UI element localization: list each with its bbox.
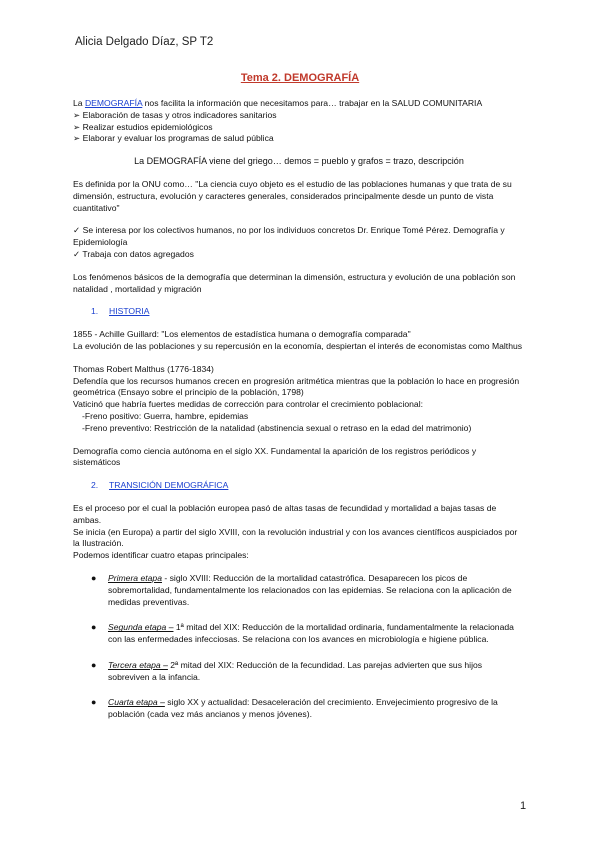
list-item	[73, 622, 525, 646]
demografia-link[interactable]: DEMOGRAFÍA	[84, 98, 143, 108]
etapa-text: siglo XX y actualidad: Desaceleración del crecimiento. Envejecimiento progresivo de la población (cada vez más ancianos y menos jóvenes).	[108, 697, 498, 720]
intro-prefix: La	[73, 98, 85, 108]
transicion-inicio: Se inicia (en Europa) a partir del siglo XVIII, con la revolución industrial y con los avances científicos auspiciados por la Ilustración.	[73, 526, 518, 549]
phenomena-paragraph: Los fenómenos básicos de la demografía que determinan la dimensión, estructura y evolución de una población son natalidad , mortalidad y migración	[73, 271, 516, 294]
section-heading-historia[interactable]	[91, 306, 525, 318]
check-item: ✓ Se interesa por los colectivos humanos, no por los individuos concretos Dr. Enrique Tomé Pérez. Demografía y Epidemiología	[73, 225, 505, 248]
section-heading-transicion[interactable]	[91, 480, 525, 492]
etapa-text: 1ª mitad del XIX: Reducción de la mortalidad ordinaria, fundamentalmente la relacionada con las enfermedades infecciosas. Se relaciona con los avances en microbiología e higiene pública.	[108, 622, 514, 645]
etapa-label: Primera etapa	[108, 572, 162, 583]
document-body	[73, 98, 525, 735]
etapas-list	[73, 573, 525, 721]
malthus-paragraph: Defendía que los recursos humanos crecen en progresión aritmética mientras que la población lo hace en progresión geométrica (Ensayo sobre el principio de la población, 1798)	[73, 375, 520, 398]
document-header: Alicia Delgado Díaz, SP T2	[75, 36, 214, 48]
etapa-label: Segunda etapa –	[108, 622, 174, 633]
section-number: 1.	[91, 306, 99, 317]
bullet-dot-icon: ●	[91, 659, 97, 670]
section-title[interactable]: TRANSICIÓN DEMOGRÁFICA	[109, 480, 229, 491]
etapa-label: Tercera etapa –	[108, 659, 168, 670]
list-item	[73, 697, 525, 721]
page-number: 1	[520, 800, 527, 812]
transicion-definicion: Es el proceso por el cual la población europea pasó de altas tasas de fecundidad y mortalidad a bajas tasas de ambas.	[73, 502, 497, 525]
bullet-dot-icon: ●	[91, 572, 97, 583]
intro-suffix: nos facilita la información que necesitamos para… trabajar en la SALUD COMUNITARIA	[142, 98, 483, 108]
intro-bullet: ➢ Realizar estudios epidemiológicos	[73, 121, 213, 132]
bullet-dot-icon: ●	[91, 622, 97, 633]
etapa-text: 2ª mitad del XIX: Reducción de la fecundidad. Las parejas advierten que sus hijos sobreviven a la infancia.	[108, 659, 483, 682]
list-item	[73, 660, 525, 684]
guillard-line: 1855 - Achille Guillard: "Los elementos de estadística humana o demografía comparada"	[73, 329, 411, 340]
freno-item: -Freno positivo: Guerra, hambre, epidemias	[82, 410, 249, 421]
evolucion-paragraph: La evolución de las poblaciones y su repercusión en la economía, despiertan el interés de economistas como Malthus	[73, 340, 523, 351]
intro-bullet: ➢ Elaboración de tasas y otros indicadores sanitarios	[73, 109, 277, 120]
freno-item: -Freno preventivo: Restricción de la natalidad (abstinencia sexual o retraso en la edad del matrimonio)	[82, 422, 472, 433]
autonoma-paragraph: Demografía como ciencia autónoma en el siglo XX. Fundamental la aparición de los registros periódicos y sistemáticos	[73, 445, 477, 468]
etymology-line: La DEMOGRAFÍA viene del griego… demos = pueblo y grafos = trazo, descripción	[134, 156, 464, 167]
check-item: ✓ Trabaja con datos agregados	[73, 248, 194, 259]
list-item	[73, 573, 525, 608]
section-number: 2.	[91, 480, 99, 491]
intro-bullet: ➢ Elaborar y evaluar los programas de salud pública	[73, 133, 274, 144]
etapa-label: Cuarta etapa –	[108, 697, 165, 708]
section-title[interactable]: HISTORIA	[109, 306, 150, 317]
definition-paragraph: Es definida por la ONU como… "La ciencia cuyo objeto es el estudio de las poblaciones humanas y que trata de su dimensión, estructura, evolución y caracteres generales, considerados principalmente desde un punto de vista cuantitativo"	[73, 178, 512, 213]
malthus-name: Thomas Robert Malthus (1776-1834)	[73, 363, 214, 374]
intro-paragraph	[73, 98, 525, 110]
bullet-dot-icon: ●	[91, 697, 97, 708]
vaticino-line: Vaticinó que habría fuertes medidas de corrección para controlar el crecimiento poblacional:	[73, 399, 423, 410]
etapas-intro: Podemos identificar cuatro etapas principales:	[73, 550, 249, 561]
etapa-text: - siglo XVIII: Reducción de la mortalidad catastrófica. Desaparecen los picos de sobremortalidad, fundamentalmente los relacionados con las epidemias. Se relaciona con la aplicación de medidas preventivas.	[108, 572, 512, 607]
page-title: Tema 2. DEMOGRAFÍA	[240, 72, 360, 84]
